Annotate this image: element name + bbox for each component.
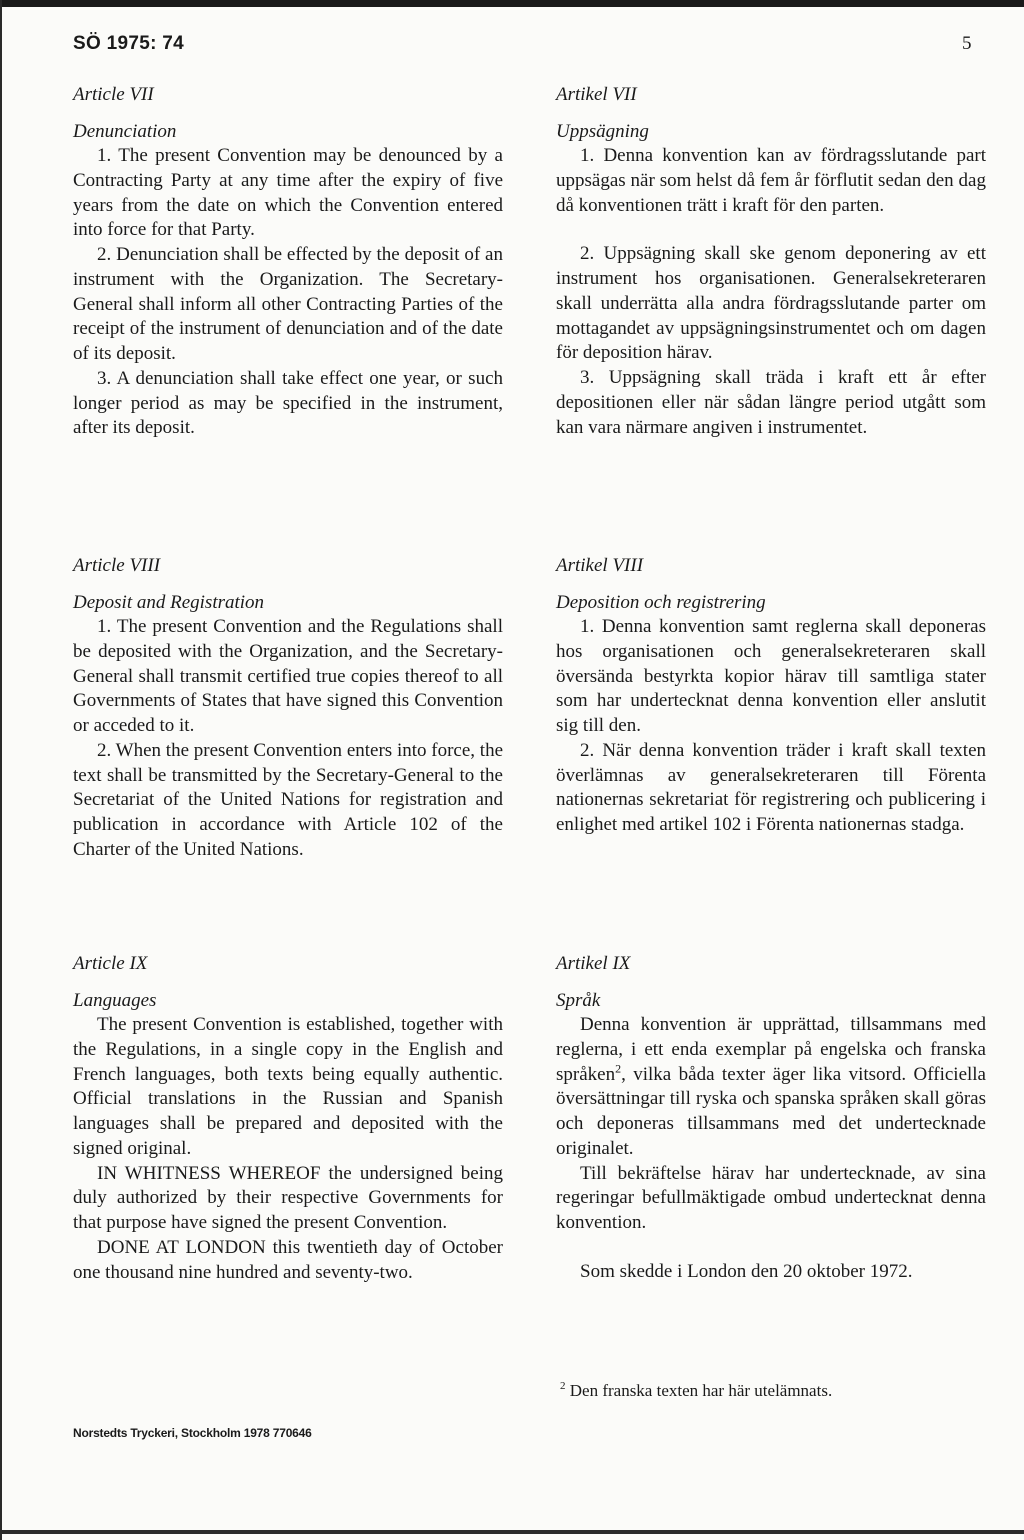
- footnote-text: Den franska texten har här utelämnats.: [569, 1381, 833, 1400]
- english-article-8: [73, 553, 503, 863]
- article-title: Artikel VIII: [556, 555, 644, 576]
- paragraph: 1. Denna konvention samt reglerna skall deponeras hos organisationen och generalsekreteraren skall översända bestyrkta kopior härav till samtliga stater som har undertecknat denna konvention eller anslutit sig till den.: [556, 616, 986, 736]
- paragraph: The present Convention is established, together with the Regulations, in a single copy in the English and French languages, both texts being equally authentic. Official translations in the Russian and Spanish languages shall be prepared and deposited with the signed original.: [73, 1014, 503, 1159]
- page-number: 5: [962, 33, 972, 54]
- paragraph: 2. När denna konvention träder i kraft skall texten överlämnas av generalsekreteraren till Förenta nationernas sekretariat för registrering och publicering i enlighet med artikel 102 i Förenta nationernas stadga.: [556, 739, 986, 835]
- article-subtitle: Denunciation: [73, 121, 177, 142]
- english-article-7: [73, 82, 503, 441]
- article-subtitle: Deposit and Registration: [73, 592, 265, 613]
- footnote-mark: 2: [560, 1380, 566, 1392]
- paragraph: 1. Denna konvention kan av fördragsslutande part uppsägas när som helst då fem år förflutit sedan den dag då konventionen trätt i kraft för den parten.: [556, 145, 986, 216]
- paragraph: 2. When the present Convention enters into force, the text shall be transmitted by the Secretary-General to the Secretariat of the United Nations for registration and publication in accordance with Article 102 of the Charter of the United Nations.: [73, 739, 503, 860]
- article-subtitle: Språk: [556, 990, 601, 1011]
- paragraph: 1. The present Convention may be denounced by a Contracting Party at any time after the expiry of five years from the date on which the Convention entered into force for that Party.: [73, 145, 503, 241]
- document-reference: SÖ 1975: 74: [73, 33, 185, 54]
- article-title: Article VII: [73, 84, 154, 105]
- paragraph: 2. Uppsägning skall ske genom deponering av ett instrument hos organisationen. Generalsekreteraren skall underrätta alla andra fördragsslutande parter om mottagandet av uppsägningsinstrumentet och om dagen för deposition härav.: [556, 243, 986, 364]
- paragraph-text: , vilka båda texter äger lika vitsord. Officiella översättningar till ryska och spanska språken skall göras och deponeras tillsammans med det undertecknade originalet.: [556, 1063, 986, 1159]
- paragraph: 2. Denunciation shall be effected by the deposit of an instrument with the Organization. The Secretary-General shall inform all other Contracting Parties of the receipt of the instrument of denunciation and of the date of its deposit.: [73, 244, 503, 364]
- article-subtitle: Deposition och registrering: [556, 592, 766, 613]
- article-title: Article VIII: [73, 555, 161, 576]
- printer-imprint: Norstedts Tryckeri, Stockholm 1978 770646: [73, 1426, 312, 1440]
- paragraph: IN WHITNESS WHEREOF the undersigned being duly authorized by their respective Governments for that purpose have signed the present Convention.: [73, 1162, 503, 1233]
- swedish-article-8: [556, 553, 986, 838]
- swedish-article-7: [556, 82, 986, 440]
- article-subtitle: Uppsägning: [556, 121, 649, 142]
- left-edge: [0, 0, 2, 1540]
- top-border: [0, 0, 1024, 7]
- paragraph: Till bekräftelse härav har undertecknade, av sina regeringar befullmäktigade ombud undertecknat denna konvention.: [556, 1162, 986, 1233]
- paragraph: 3. A denunciation shall take effect one year, or such longer period as may be specified in the instrument, after its deposit.: [73, 367, 503, 439]
- paragraph-text: Denna konvention är upprättad, tillsammans med reglerna, i ett enda exemplar på engelska och franska språken: [556, 1014, 986, 1085]
- swedish-article-9: [556, 951, 986, 1285]
- paragraph: [556, 1013, 986, 1162]
- paragraph: Som skedde i London den 20 oktober 1972.: [580, 1260, 913, 1282]
- article-title: Article IX: [73, 953, 148, 974]
- paragraph: DONE AT LONDON this twentieth day of October one thousand nine hundred and seventy-two.: [73, 1236, 503, 1283]
- paragraph: 3. Uppsägning skall träda i kraft ett år efter depositionen eller när sådan längre period utgått som kan vara närmare angiven i instrumentet.: [556, 367, 986, 438]
- article-title: Artikel VII: [556, 84, 637, 105]
- footnote: [560, 1380, 832, 1402]
- bottom-border: [0, 1530, 1024, 1534]
- paragraph: 1. The present Convention and the Regulations shall be deposited with the Organization, and the Secretary-General shall transmit certified true copies thereof to all Governments of States that have signed this Convention or acceded to it.: [73, 616, 503, 736]
- article-title: Artikel IX: [556, 953, 631, 974]
- footnote-reference[interactable]: 2: [615, 1061, 622, 1076]
- english-article-9: [73, 951, 503, 1285]
- article-subtitle: Languages: [73, 990, 157, 1011]
